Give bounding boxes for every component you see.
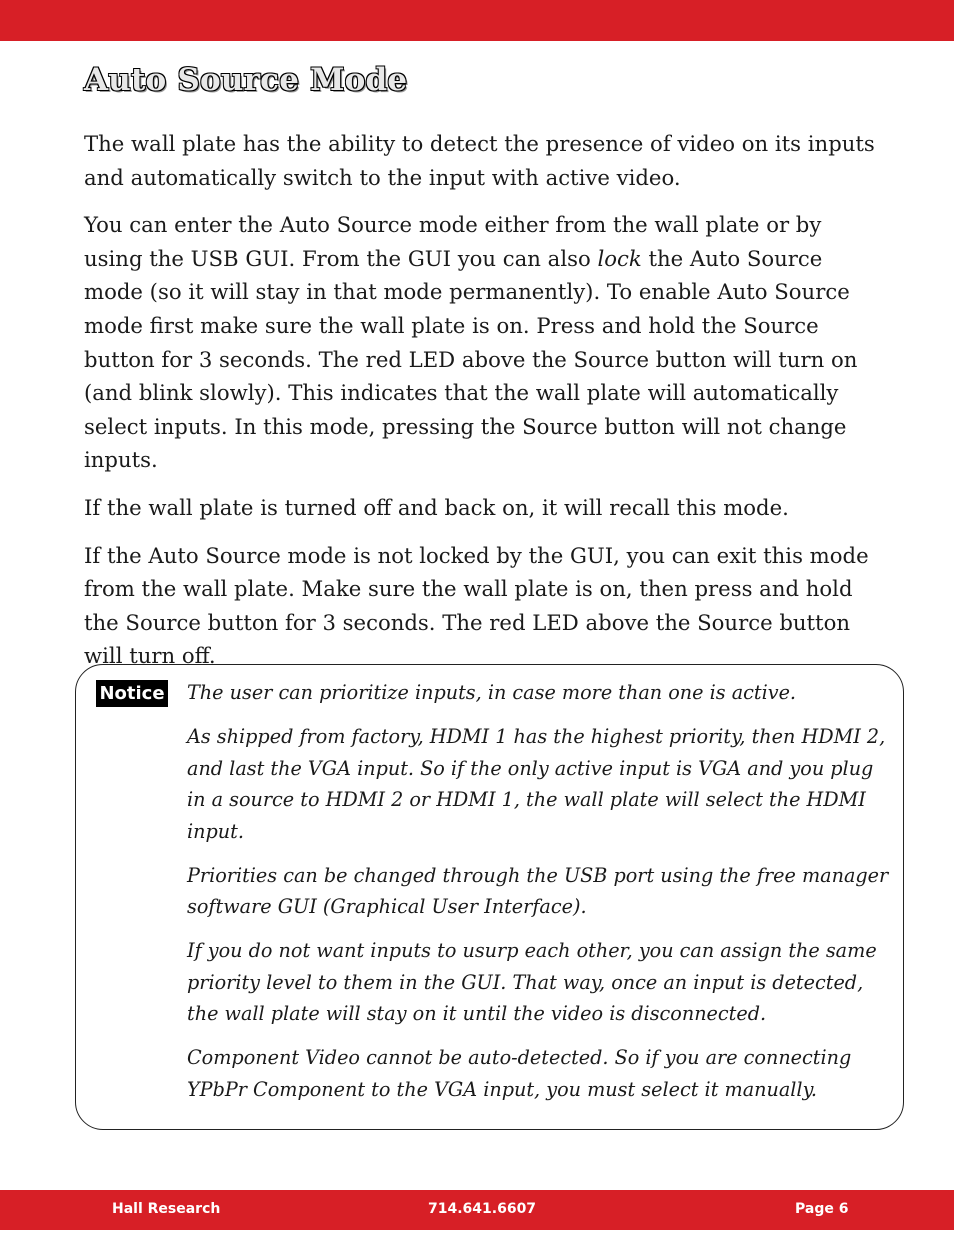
footer-page-number: Page 6 [795, 1201, 849, 1217]
paragraph-enter-mode [84, 208, 884, 477]
paragraph-enter-mode-part1: You can enter the Auto Source mode either from the wall plate or by using the USB GUI. From the GUI you can also [84, 212, 822, 271]
page-title: Auto Source Mode [84, 62, 408, 98]
notice-item: Component Video cannot be auto-detected. So if you are connecting YPbPr Component to the VGA input, you must select it manually. [187, 1046, 852, 1101]
body-text [84, 127, 884, 687]
notice-item: The user can prioritize inputs, in case more than one is active. [187, 681, 797, 704]
paragraph-recall: If the wall plate is turned off and back on, it will recall this mode. [84, 494, 789, 520]
notice-item: Priorities can be changed through the USB port using the free manager software GUI (Graphical User Interface). [187, 863, 889, 918]
header-bar [0, 0, 954, 41]
paragraph-intro: The wall plate has the ability to detect the presence of video on its inputs and automatically switch to the input with active video. [84, 131, 875, 190]
notice-badge: Notice [96, 680, 168, 707]
notice-text [187, 677, 893, 1118]
lock-emphasis: lock [597, 245, 642, 271]
footer-bar [0, 1190, 954, 1230]
footer-phone: 714.641.6607 [428, 1201, 537, 1217]
notice-item: As shipped from factory, HDMI 1 has the highest priority, then HDMI 2, and last the VGA input. So if the only active input is VGA and you plug in a source to HDMI 2 or HDMI 1, the wall plate will select the HDMI input. [187, 725, 886, 843]
notice-item: If you do not want inputs to usurp each other, you can assign the same priority level to them in the GUI. That way, once an input is detected, the wall plate will stay on it until the video is disconnected. [187, 939, 877, 1025]
paragraph-enter-mode-part2: the Auto Source mode (so it will stay in that mode permanently). To enable Auto Source mode first make sure the wall plate is on. Press and hold the Source button for 3 seconds. The red LED above the Source button will turn on (and blink slowly). This indicates that the wall plate will automatically select inputs. In this mode, pressing the Source button will not change inputs. [84, 245, 858, 473]
paragraph-exit-mode: If the Auto Source mode is not locked by the GUI, you can exit this mode from the wall plate. Make sure the wall plate is on, then press and hold the Source button for 3 seconds. The red LED above the Source button will turn off. [84, 542, 869, 669]
footer-company: Hall Research [112, 1201, 221, 1217]
